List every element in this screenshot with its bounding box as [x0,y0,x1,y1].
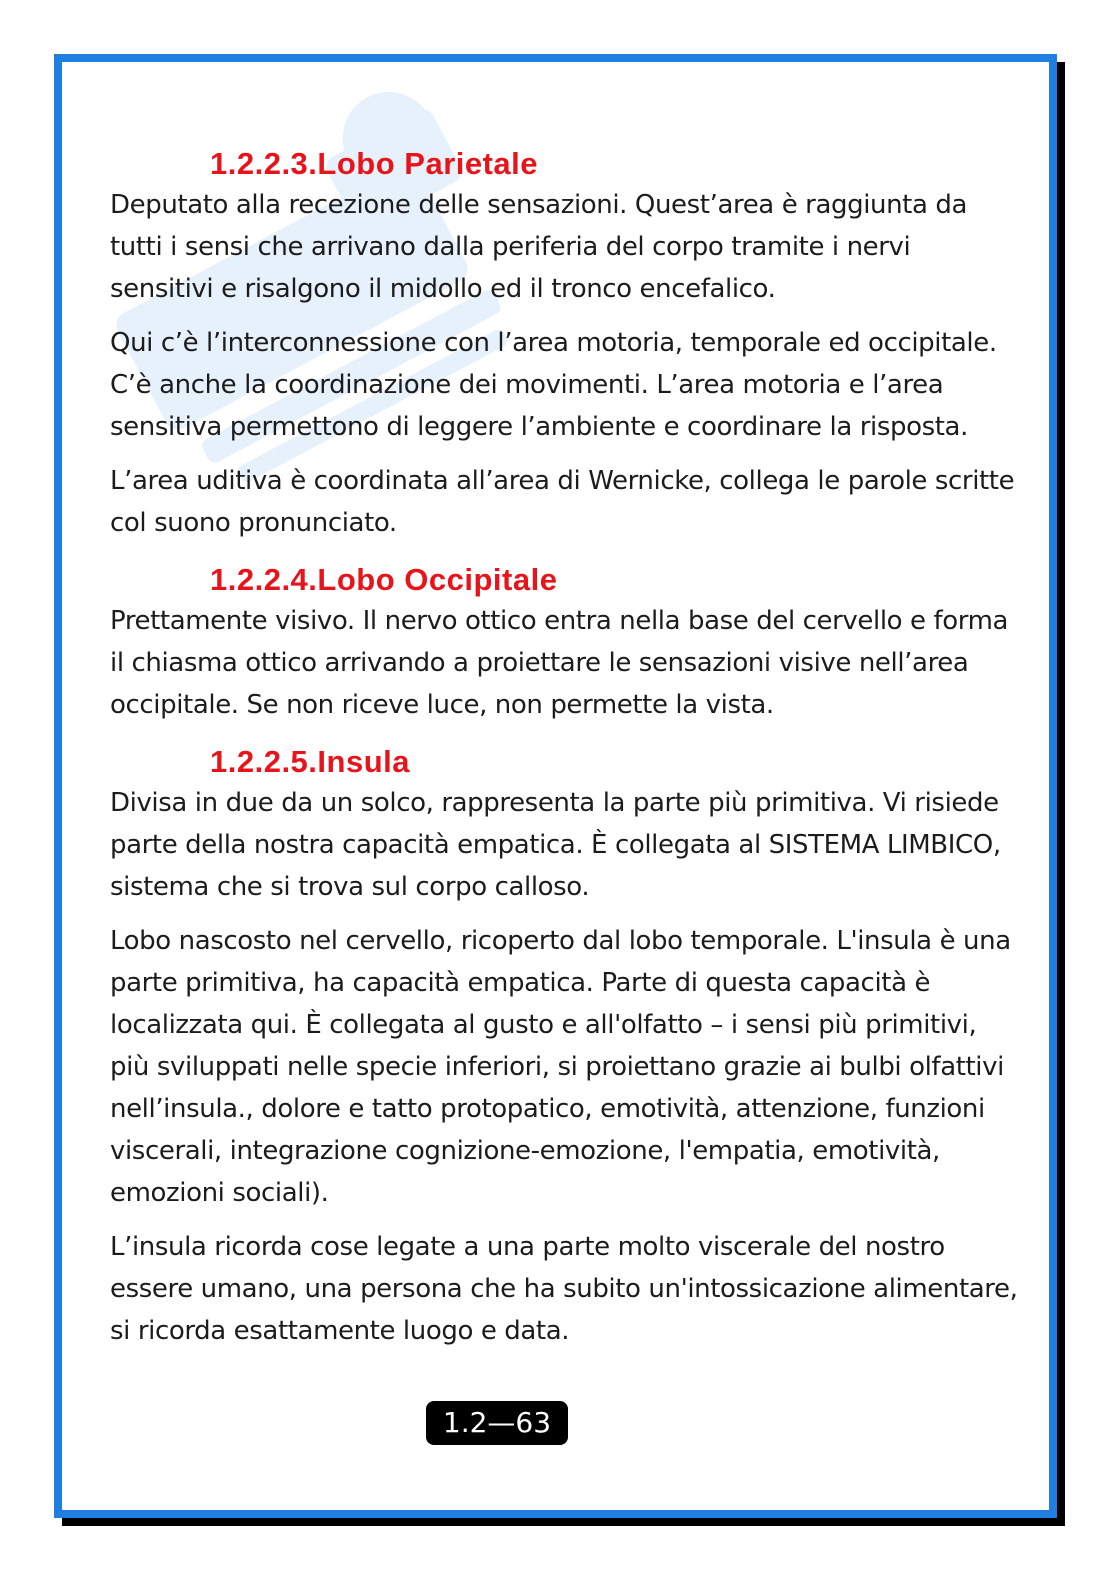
section-heading: 1.2.2.3.Lobo Parietale [210,146,539,181]
paragraph: L’insula ricorda cose legate a una parte molto viscerale del nostro essere umano, una persona che ha subito un'intossicazione alimentare, si ricorda esattamente luogo e data. [110,1232,1018,1346]
page-content [110,144,1020,1368]
paragraph: Qui c’è l’interconnessione con l’area motoria, temporale ed occipitale. C’è anche la coordinazione dei movimenti. L’area motoria e l’area sensitiva permettono di leggere l’ambiente e coordinare la risposta. [110,328,997,442]
paragraph: Lobo nascosto nel cervello, ricoperto dal lobo temporale. L'insula è una parte primitiva, ha capacità empatica. Parte di questa capacità è localizzata qui. È collegata al gusto e all'olfatto – i sensi più primitivi, più sviluppati nelle specie inferiori, si proiettano grazie ai bulbi olfattivi nell’insula., dolore e tatto protopatico, emotività, attenzione, funzioni viscerali, integrazione cognizione-emozione, l'empatia, emotività, emozioni sociali). [110,926,1011,1208]
section-lobo-occipitale [110,560,1020,726]
section-insula [110,742,1020,1352]
section-heading: 1.2.2.4.Lobo Occipitale [210,562,558,597]
section-heading: 1.2.2.5.Insula [210,744,410,779]
paragraph: Prettamente visivo. Il nervo ottico entra nella base del cervello e forma il chiasma ottico arrivando a proiettare le sensazioni visive nell’area occipitale. Se non riceve luce, non permette la vista. [110,606,1009,720]
paragraph: Deputato alla recezione delle sensazioni. Quest’area è raggiunta da tutti i sensi che arrivano dalla periferia del corpo tramite i nervi sensitivi e risalgono il midollo ed il tronco encefalico. [110,190,967,304]
section-lobo-parietale [110,144,1020,544]
paragraph: L’area uditiva è coordinata all’area di Wernicke, collega le parole scritte col suono pronunciato. [110,466,1015,538]
page-number-badge: 1.2—63 [426,1401,568,1445]
paragraph: Divisa in due da un solco, rappresenta la parte più primitiva. Vi risiede parte della nostra capacità empatica. È collegata al SISTEMA LIMBICO, sistema che si trova sul corpo calloso. [110,788,1001,902]
page-frame [54,54,1057,1518]
